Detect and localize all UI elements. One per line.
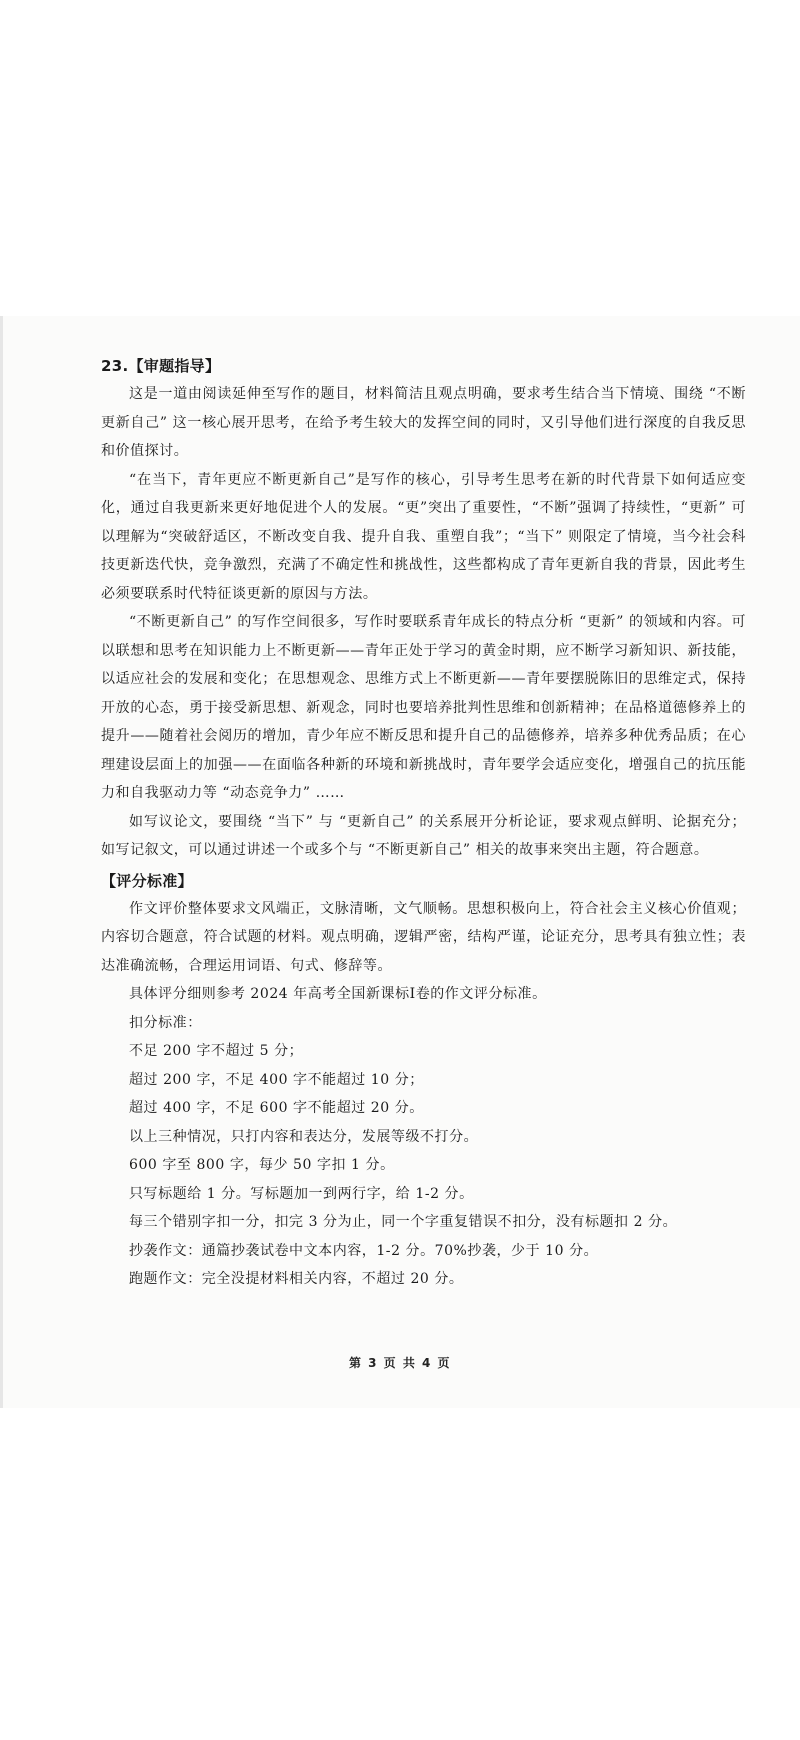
scoring-title: 【评分标准】 [101, 871, 193, 890]
deduction-rule: 跑题作文：完全没提材料相关内容，不超过 20 分。 [129, 1271, 464, 1287]
deduction-rule: 只写标题给 1 分。写标题加一到两行字，给 1-2 分。 [129, 1185, 474, 1202]
deduction-rule: 600 字至 800 字，每少 50 字扣 1 分。 [129, 1157, 395, 1173]
deduction-rule: 抄袭作文：通篇抄袭试卷中文本内容，1-2 分。70%抄袭，少于 10 分。 [129, 1242, 599, 1259]
deduction-rule: 每三个错别字扣一分，扣完 3 分为止，同一个字重复错误不扣分，没有标题扣 2 分。 [129, 1214, 678, 1230]
guide-paragraph: 如写议论文，要围绕 “当下” 与 “更新自己” 的关系展开分析论证，要求观点鲜明、论据充分；如写记叙文，可以通过讲述一个或多个与 “不断更新自己” 相关的故事来突出主题，符合题意。 [101, 813, 746, 858]
deduction-rules-list [101, 1037, 746, 1294]
guide-paragraph: 这是一道由阅读延伸至写作的题目，材料简洁且观点明确，要求考生结合当下情境、围绕 “不断更新自己” 这一核心展开思考，在给予考生较大的发挥空间的同时，又引导他们进行深度的自我反思和价值探讨。 [101, 386, 746, 459]
scoring-reference: 具体评分细则参考 2024 年高考全国新课标Ⅰ卷的作文评分标准。 [129, 986, 547, 1002]
deduction-rule: 以上三种情况，只打内容和表达分，发展等级不打分。 [129, 1128, 479, 1145]
deduction-rule: 超过 200 字，不足 400 字不能超过 10 分； [129, 1071, 424, 1088]
guide-paragraph: “在当下，青年更应不断更新自己”是写作的核心，引导考生思考在新的时代背景下如何适应变化，通过自我更新来更好地促进个人的发展。“更”突出了重要性，“不断”强调了持续性，“更新” 可以理解为“突破舒适区，不断改变自我、提升自我、重塑自我”；“当下” 则限定了情境，当今社会科技更新迭代快，竞争激烈，充满了不确定性和挑战性，这些都构成了青年更新自我的背景，因此考生必须要联系时代特征谈更新的原因与方法。 [101, 471, 746, 602]
deduction-rule: 超过 400 字，不足 600 字不能超过 20 分。 [129, 1100, 424, 1116]
deduction-title: 扣分标准： [129, 1014, 202, 1031]
guide-paragraph: “不断更新自己” 的写作空间很多，写作时要联系青年成长的特点分析 “更新” 的领域和内容。可以联想和思考在知识能力上不断更新——青年正处于学习的黄金时期，应不断学习新知识、新技能，以适应社会的发展和变化；在思想观念、思维方式上不断更新——青年要摆脱陈旧的思维定式，保持开放的心态，勇于接受新思想、新观念，同时也要培养批判性思维和创新精神；在品格道德修养上的提升——随着社会阅历的增加，青少年应不断反思和提升自己的品德修养，培养多种优秀品质；在心理建设层面上的加强——在面临各种新的环境和新挑战时，青年要学会适应变化，增强自己的抗压能力和自我驱动力等 “动态竞争力” …… [101, 614, 746, 801]
scoring-paragraph: 作文评价整体要求文风端正，文脉清晰，文气顺畅。思想积极向上，符合社会主义核心价值观；内容切合题意，符合试题的材料。观点明确，逻辑严密，结构严谨，论证充分，思考具有独立性；表达准确流畅，合理运用词语、句式、修辞等。 [101, 900, 746, 974]
page-number: 第 3 页 共 4 页 [348, 1356, 452, 1370]
scan-left-edge [0, 316, 3, 1408]
guide-title: 23.【审题指导】 [101, 357, 221, 375]
page-content [101, 352, 746, 1294]
deduction-rule: 不足 200 字不超过 5 分； [129, 1043, 304, 1059]
